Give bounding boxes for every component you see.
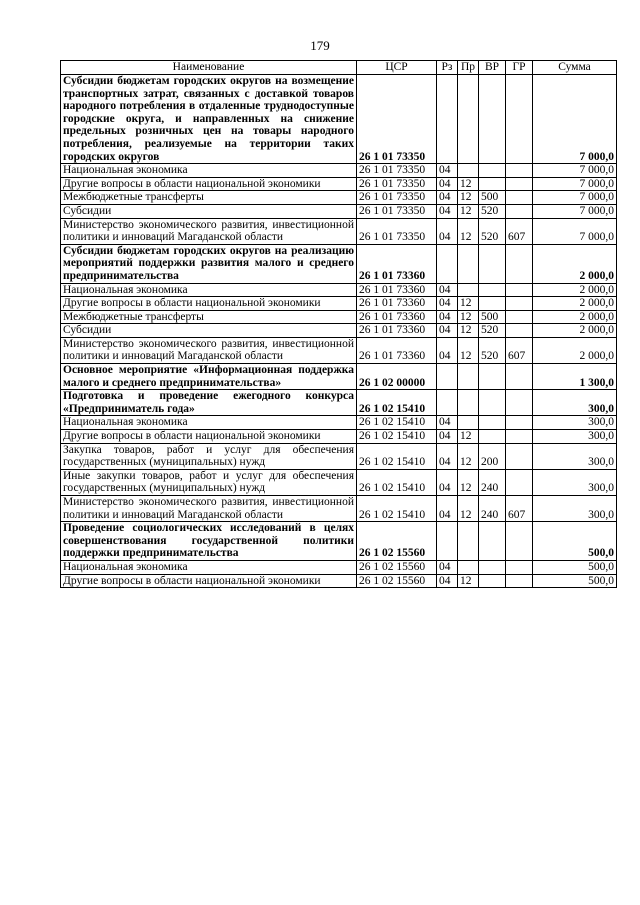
cell-name: Межбюджетные трансферты	[61, 310, 357, 324]
cell-rz: 04	[437, 164, 458, 178]
cell-vr: 500	[479, 191, 506, 205]
col-header-vr: ВР	[479, 61, 506, 75]
cell-sum: 7 000,0	[533, 204, 617, 218]
cell-rz: 04	[437, 177, 458, 191]
cell-csr: 26 1 01 73360	[357, 297, 437, 311]
cell-gr	[506, 310, 533, 324]
table-row	[61, 191, 617, 205]
cell-gr	[506, 191, 533, 205]
cell-vr: 240	[479, 469, 506, 495]
table-body	[61, 75, 617, 588]
cell-pr	[458, 164, 479, 178]
cell-vr	[479, 574, 506, 588]
cell-vr: 520	[479, 324, 506, 338]
table-row	[61, 75, 617, 164]
cell-csr: 26 1 01 73360	[357, 324, 437, 338]
budget-table	[60, 60, 617, 588]
cell-name: Другие вопросы в области национальной экономики	[61, 574, 357, 588]
cell-sum: 2 000,0	[533, 310, 617, 324]
cell-csr: 26 1 02 15560	[357, 522, 437, 561]
cell-rz: 04	[437, 204, 458, 218]
cell-csr: 26 1 02 15410	[357, 430, 437, 444]
table-row	[61, 574, 617, 588]
cell-csr: 26 1 01 73350	[357, 204, 437, 218]
cell-vr	[479, 177, 506, 191]
table-header-row	[61, 61, 617, 75]
cell-pr: 12	[458, 430, 479, 444]
cell-pr	[458, 75, 479, 164]
cell-csr: 26 1 01 73360	[357, 283, 437, 297]
cell-pr: 12	[458, 337, 479, 363]
cell-sum: 2 000,0	[533, 283, 617, 297]
cell-csr: 26 1 01 73360	[357, 310, 437, 324]
cell-pr: 12	[458, 443, 479, 469]
cell-pr	[458, 560, 479, 574]
cell-gr	[506, 324, 533, 338]
cell-gr	[506, 522, 533, 561]
table-row	[61, 244, 617, 283]
cell-csr: 26 1 02 00000	[357, 364, 437, 390]
cell-rz: 04	[437, 218, 458, 244]
cell-csr: 26 1 01 73360	[357, 244, 437, 283]
cell-csr: 26 1 02 15410	[357, 443, 437, 469]
cell-name: Закупка товаров, работ и услуг для обеспечения государственных (муниципальных) нужд	[61, 443, 357, 469]
cell-rz	[437, 390, 458, 416]
col-header-name: Наименование	[61, 61, 357, 75]
cell-pr: 12	[458, 191, 479, 205]
cell-vr	[479, 416, 506, 430]
cell-gr	[506, 177, 533, 191]
table-row	[61, 496, 617, 522]
cell-pr	[458, 416, 479, 430]
table-row	[61, 337, 617, 363]
table-row	[61, 324, 617, 338]
cell-gr: 607	[506, 218, 533, 244]
table-row	[61, 390, 617, 416]
cell-rz	[437, 364, 458, 390]
cell-vr	[479, 390, 506, 416]
cell-rz	[437, 522, 458, 561]
cell-name: Другие вопросы в области национальной экономики	[61, 177, 357, 191]
cell-vr: 520	[479, 218, 506, 244]
cell-vr	[479, 297, 506, 311]
cell-sum: 300,0	[533, 430, 617, 444]
cell-pr: 12	[458, 574, 479, 588]
cell-rz	[437, 244, 458, 283]
cell-gr	[506, 416, 533, 430]
cell-rz: 04	[437, 297, 458, 311]
cell-gr	[506, 204, 533, 218]
cell-vr	[479, 560, 506, 574]
cell-gr	[506, 469, 533, 495]
cell-gr: 607	[506, 337, 533, 363]
col-header-rz: Рз	[437, 61, 458, 75]
cell-gr	[506, 297, 533, 311]
cell-pr	[458, 522, 479, 561]
cell-vr	[479, 364, 506, 390]
cell-sum: 300,0	[533, 469, 617, 495]
cell-vr	[479, 75, 506, 164]
col-header-pr: Пр	[458, 61, 479, 75]
cell-sum: 1 300,0	[533, 364, 617, 390]
cell-rz: 04	[437, 416, 458, 430]
cell-sum: 300,0	[533, 390, 617, 416]
table-row	[61, 310, 617, 324]
cell-vr: 240	[479, 496, 506, 522]
cell-csr: 26 1 01 73350	[357, 191, 437, 205]
cell-gr	[506, 560, 533, 574]
cell-sum: 2 000,0	[533, 297, 617, 311]
cell-csr: 26 1 02 15410	[357, 496, 437, 522]
cell-sum: 7 000,0	[533, 191, 617, 205]
cell-rz: 04	[437, 283, 458, 297]
cell-csr: 26 1 01 73360	[357, 337, 437, 363]
cell-pr: 12	[458, 204, 479, 218]
col-header-gr: ГР	[506, 61, 533, 75]
table-row	[61, 283, 617, 297]
cell-gr: 607	[506, 496, 533, 522]
table-row	[61, 560, 617, 574]
cell-gr	[506, 574, 533, 588]
table-row	[61, 522, 617, 561]
cell-pr	[458, 364, 479, 390]
cell-sum: 300,0	[533, 443, 617, 469]
cell-sum: 2 000,0	[533, 324, 617, 338]
cell-csr: 26 1 01 73350	[357, 218, 437, 244]
cell-name: Министерство экономического развития, инвестиционной политики и инноваций Магаданской области	[61, 337, 357, 363]
cell-name: Субсидии	[61, 204, 357, 218]
cell-gr	[506, 283, 533, 297]
cell-sum: 300,0	[533, 496, 617, 522]
table-row	[61, 218, 617, 244]
cell-name: Другие вопросы в области национальной экономики	[61, 430, 357, 444]
cell-csr: 26 1 02 15560	[357, 560, 437, 574]
cell-vr: 520	[479, 337, 506, 363]
cell-name: Проведение социологических исследований в целях совершенствования государственной политики поддержки предпринимательства	[61, 522, 357, 561]
cell-pr: 12	[458, 218, 479, 244]
cell-pr	[458, 244, 479, 283]
cell-rz: 04	[437, 191, 458, 205]
cell-name: Подготовка и проведение ежегодного конкурса «Предприниматель года»	[61, 390, 357, 416]
cell-rz: 04	[437, 560, 458, 574]
cell-rz: 04	[437, 430, 458, 444]
cell-pr: 12	[458, 469, 479, 495]
cell-vr	[479, 244, 506, 283]
cell-vr	[479, 164, 506, 178]
cell-sum: 300,0	[533, 416, 617, 430]
cell-name: Субсидии бюджетам городских округов на возмещение транспортных затрат, связанных с доставкой товаров народного потребления в отдаленные труднодоступные городские округа, и направленных на снижение предельных розничных цен на товары народного потребления, реализуемые на территории таких городских округов	[61, 75, 357, 164]
cell-name: Национальная экономика	[61, 164, 357, 178]
cell-gr	[506, 390, 533, 416]
table-row	[61, 164, 617, 178]
cell-pr	[458, 283, 479, 297]
cell-rz: 04	[437, 310, 458, 324]
cell-gr	[506, 430, 533, 444]
table-row	[61, 364, 617, 390]
table-row	[61, 469, 617, 495]
cell-sum: 7 000,0	[533, 218, 617, 244]
cell-rz: 04	[437, 324, 458, 338]
table-row	[61, 443, 617, 469]
cell-pr	[458, 390, 479, 416]
cell-csr: 26 1 01 73350	[357, 164, 437, 178]
cell-vr: 500	[479, 310, 506, 324]
cell-pr: 12	[458, 177, 479, 191]
page-number: 179	[310, 38, 330, 53]
cell-gr	[506, 75, 533, 164]
cell-name: Субсидии бюджетам городских округов на реализацию мероприятий поддержки развития малого и среднего предпринимательства	[61, 244, 357, 283]
cell-name: Министерство экономического развития, инвестиционной политики и инноваций Магаданской области	[61, 218, 357, 244]
cell-sum: 500,0	[533, 574, 617, 588]
cell-csr: 26 1 01 73350	[357, 75, 437, 164]
cell-csr: 26 1 02 15410	[357, 416, 437, 430]
cell-name: Субсидии	[61, 324, 357, 338]
cell-name: Другие вопросы в области национальной экономики	[61, 297, 357, 311]
cell-csr: 26 1 02 15410	[357, 469, 437, 495]
col-header-sum: Сумма	[533, 61, 617, 75]
cell-pr: 12	[458, 310, 479, 324]
cell-name: Межбюджетные трансферты	[61, 191, 357, 205]
col-header-csr: ЦСР	[357, 61, 437, 75]
cell-vr	[479, 522, 506, 561]
cell-sum: 2 000,0	[533, 337, 617, 363]
cell-sum: 500,0	[533, 522, 617, 561]
cell-gr	[506, 164, 533, 178]
cell-csr: 26 1 02 15560	[357, 574, 437, 588]
cell-sum: 7 000,0	[533, 75, 617, 164]
cell-sum: 2 000,0	[533, 244, 617, 283]
table-row	[61, 177, 617, 191]
cell-name: Министерство экономического развития, инвестиционной политики и инноваций Магаданской области	[61, 496, 357, 522]
table-row	[61, 430, 617, 444]
cell-sum: 7 000,0	[533, 164, 617, 178]
cell-gr	[506, 244, 533, 283]
cell-sum: 7 000,0	[533, 177, 617, 191]
cell-pr: 12	[458, 297, 479, 311]
table-row	[61, 204, 617, 218]
cell-vr: 520	[479, 204, 506, 218]
cell-pr: 12	[458, 496, 479, 522]
cell-name: Национальная экономика	[61, 283, 357, 297]
cell-csr: 26 1 01 73350	[357, 177, 437, 191]
cell-vr	[479, 430, 506, 444]
cell-name: Иные закупки товаров, работ и услуг для обеспечения государственных (муниципальных) нужд	[61, 469, 357, 495]
cell-rz: 04	[437, 443, 458, 469]
cell-rz: 04	[437, 574, 458, 588]
table-row	[61, 297, 617, 311]
cell-csr: 26 1 02 15410	[357, 390, 437, 416]
cell-rz: 04	[437, 469, 458, 495]
cell-vr	[479, 283, 506, 297]
cell-pr: 12	[458, 324, 479, 338]
cell-name: Национальная экономика	[61, 560, 357, 574]
cell-name: Основное мероприятие «Информационная поддержка малого и среднего предпринимательства»	[61, 364, 357, 390]
cell-rz: 04	[437, 337, 458, 363]
cell-gr	[506, 364, 533, 390]
cell-name: Национальная экономика	[61, 416, 357, 430]
table-row	[61, 416, 617, 430]
cell-rz	[437, 75, 458, 164]
cell-gr	[506, 443, 533, 469]
cell-sum: 500,0	[533, 560, 617, 574]
cell-rz: 04	[437, 496, 458, 522]
cell-vr: 200	[479, 443, 506, 469]
